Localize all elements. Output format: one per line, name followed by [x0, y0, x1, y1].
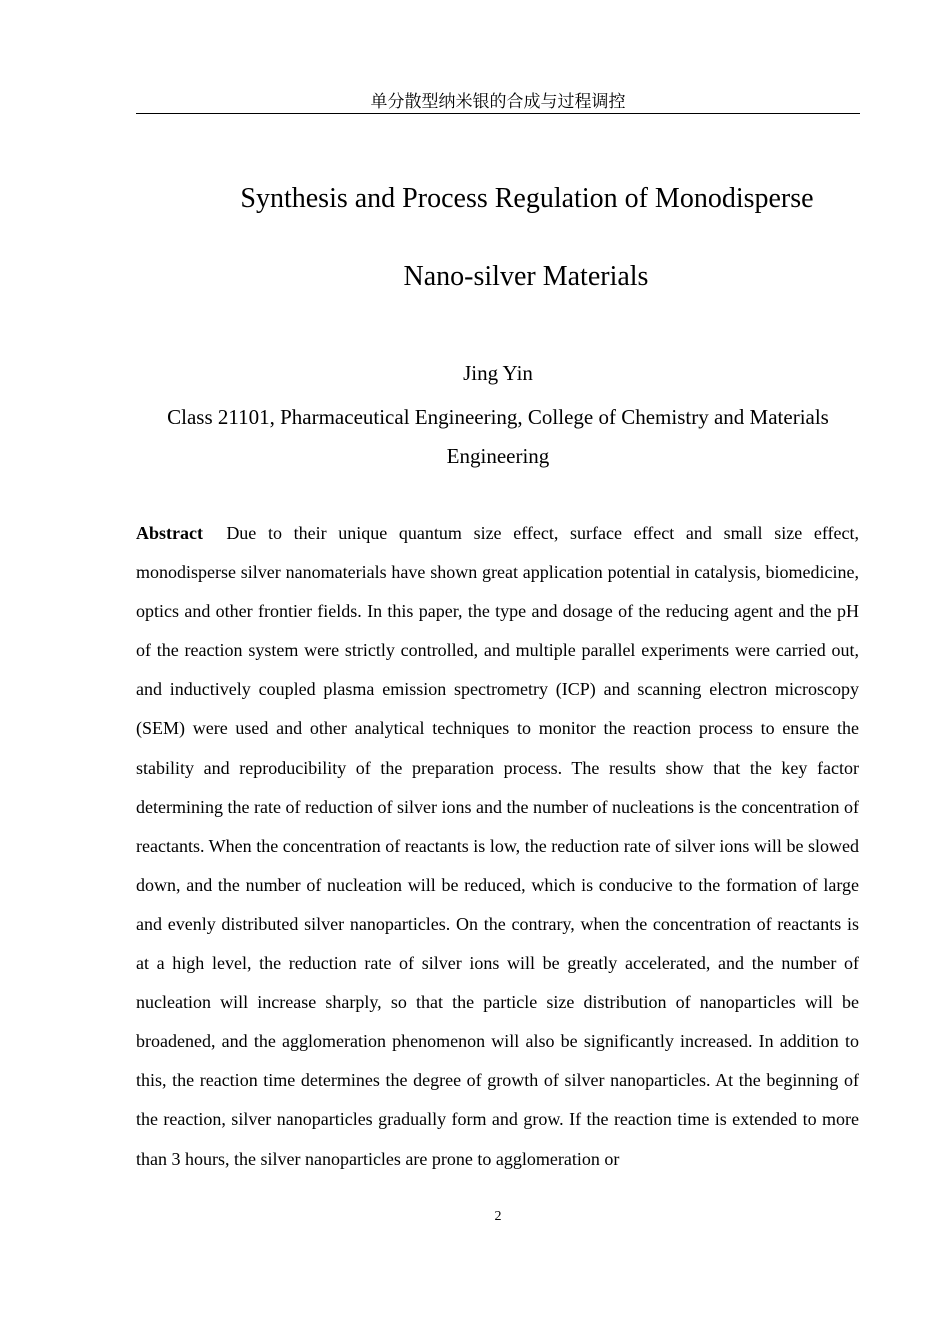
abstract-paragraph: [136, 514, 859, 1179]
author-name: Jing Yin: [463, 361, 533, 385]
paper-title-line-1: Synthesis and Process Regulation of Monodisperse: [240, 183, 814, 214]
paper-title-line-2: Nano-silver Materials: [403, 261, 649, 292]
author-affiliation: Class 21101, Pharmaceutical Engineering, College of Chemistry and Materials Engineering: [167, 405, 829, 468]
header-rule: [136, 113, 860, 114]
abstract-text: Due to their unique quantum size effect, surface effect and small size effect, monodisperse silver nanomaterials have shown great application potential in catalysis, biomedicine, optics and other frontier fields. In this paper, the type and dosage of the reducing agent and the pH of the reaction system were strictly controlled, and multiple parallel experiments were carried out, and inductively coupled plasma emission spectrometry (ICP) and scanning electron microscopy (SEM) were used and other analytical techniques to monitor the reaction process to ensure the stability and reproducibility of the preparation process. The results show that the key factor determining the rate of reduction of silver ions and the number of nucleations is the concentration of reactants. When the concentration of reactants is low, the reduction rate of silver ions will be slowed down, and the number of nucleation will be reduced, which is conducive to the formation of large and evenly distributed silver nanoparticles. On the contrary, when the concentration of reactants is at a high level, the reduction rate of silver ions will be greatly accelerated, and the number of nucleation will increase sharply, so that the particle size distribution of nanoparticles will be broadened, and the agglomeration phenomenon will also be significantly increased. In addition to this, the reaction time determines the degree of growth of silver nanoparticles. At the beginning of the reaction, silver nanoparticles gradually form and grow. If the reaction time is extended to more than 3 hours, the silver nanoparticles are prone to agglomeration or: [136, 523, 859, 1169]
page-number: 2: [494, 1209, 502, 1224]
running-header: 单分散型纳米银的合成与过程调控: [370, 92, 626, 112]
abstract-label: Abstract: [136, 523, 203, 543]
